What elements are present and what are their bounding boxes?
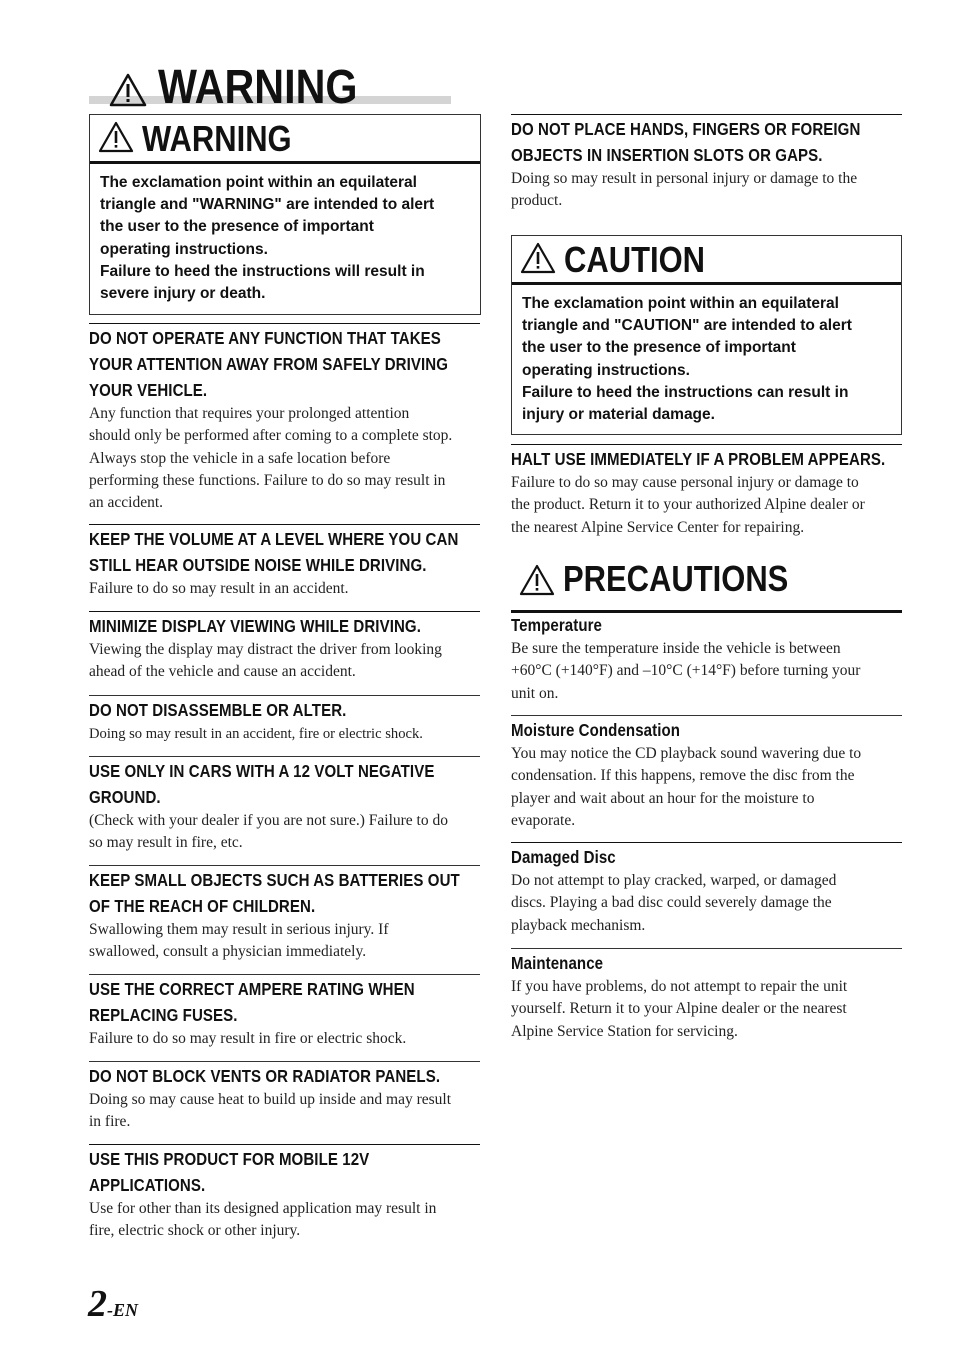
section-body: Failure to do so may result in fire or electric shock. [89,1030,407,1047]
section-vents [89,1061,480,1134]
page-number [88,1282,138,1326]
section-body: (Check with your dealer if you are not sure.) Failure to do so may result in fire, etc. [89,812,448,852]
section-body: Use for other than its designed application may result in fire, electric shock or other injury. [89,1200,437,1240]
section-heading: USE THE CORRECT AMPERE RATING WHEN REPLACING FUSES. [89,979,415,1025]
section-body: Doing so may result in personal injury or damage to the product. [511,170,858,210]
section-heading: HALT USE IMMEDIATELY IF A PROBLEM APPEARS. [511,449,886,469]
precaution-moisture [511,715,902,832]
precaution-heading: Temperature [511,615,602,635]
section-heading: DO NOT DISASSEMBLE OR ALTER. [89,700,347,720]
section-heading: MINIMIZE DISPLAY VIEWING WHILE DRIVING. [89,616,421,636]
section-heading: DO NOT BLOCK VENTS OR RADIATOR PANELS. [89,1066,441,1086]
caution-box-title: CAUTION [564,239,706,280]
section-body: Failure to do so may result in an accident. [89,580,349,597]
section-heading: DO NOT PLACE HANDS, FINGERS OR FOREIGN OBJECTS IN INSERTION SLOTS OR GAPS. [511,119,861,165]
precaution-heading: Maintenance [511,953,604,973]
caution-box [511,235,902,435]
precaution-heading: Moisture Condensation [511,720,681,740]
section-fuses [89,974,480,1050]
section-heading: KEEP SMALL OBJECTS SUCH AS BATTERIES OUT OF THE REACH OF CHILDREN. [89,870,460,916]
text-line: the user to the presence of important [522,339,796,357]
text-line: operating instructions. [100,240,268,258]
caution-box-text [512,285,901,426]
warning-box [89,114,481,315]
section-body: Doing so may result in an accident, fire or electric shock. [89,726,423,742]
section-body: Failure to do so may cause personal injury or damage to the product. Return it to your authorized Alpine dealer or the nearest Alpine Service Center for repairing. [511,474,865,536]
section-display-viewing [89,611,480,684]
precaution-body: If you have problems, do not attempt to repair the unit yourself. Return it to your Alpine dealer or the nearest Alpine Service Station for servicing. [511,978,848,1040]
section-mobile-12v [89,1144,480,1243]
text-line: injury or material damage. [522,406,715,424]
precaution-maintenance [511,948,902,1043]
text-line: the user to the presence of important [100,218,374,236]
precaution-body: Do not attempt to play cracked, warped, or damaged discs. Playing a bad disc could severely damage the playback mechanism. [511,872,837,934]
text-line: Failure to heed the instructions will result in [100,262,425,280]
section-volume [89,524,480,600]
text-line: triangle and "WARNING" are intended to alert [100,196,435,214]
precaution-heading: Damaged Disc [511,847,616,867]
warning-box-text [90,164,480,305]
precaution-body: Be sure the temperature inside the vehicle is between +60°C (+140°F) and –10°C (+14°F) before turning your unit on. [511,640,861,702]
text-line: triangle and "CAUTION" are intended to alert [522,317,852,335]
section-driving-attention [89,323,480,514]
section-insertion-slots [511,114,902,213]
warning-box-title: WARNING [142,118,292,159]
warning-triangle-icon [108,72,148,108]
precautions-title: PRECAUTIONS [563,558,789,599]
section-12v-ground [89,756,480,855]
text-line: operating instructions. [522,361,690,379]
section-disassemble [89,695,480,745]
text-line: severe injury or death. [100,285,266,303]
section-body: Swallowing them may result in serious injury. If swallowed, consult a physician immediately. [89,921,389,961]
text-line: The exclamation point within an equilateral [522,295,839,312]
page-number-suffix: -EN [107,1300,138,1320]
section-body: Any function that requires your prolonged attention should only be performed after coming to a complete stop. Always stop the vehicle in a safe location before performing these functions. Failure to do so may result in an accident. [89,405,453,512]
page-number-digit: 2 [88,1283,107,1325]
section-heading: DO NOT OPERATE ANY FUNCTION THAT TAKES YOUR ATTENTION AWAY FROM SAFELY DRIVING YOUR VEHICLE. [89,328,449,400]
precaution-body: You may notice the CD playback sound wavering due to condensation. If this happens, remove the disc from the player and wait about an hour for the moisture to evaporate. [511,745,862,829]
section-heading: KEEP THE VOLUME AT A LEVEL WHERE YOU CAN STILL HEAR OUTSIDE NOISE WHILE DRIVING. [89,529,459,575]
precaution-temperature [511,611,902,705]
section-small-objects [89,865,480,964]
text-line: The exclamation point within an equilateral [100,174,417,191]
section-body: Viewing the display may distract the driver from looking ahead of the vehicle and cause an accident. [89,641,442,681]
section-body: Doing so may cause heat to build up inside and may result in fire. [89,1091,452,1131]
section-halt-use [511,444,902,539]
text-line: Failure to heed the instructions can result in [522,383,849,401]
section-heading: USE ONLY IN CARS WITH A 12 VOLT NEGATIVE GROUND. [89,761,435,807]
warning-triangle-icon [98,121,134,153]
precaution-damaged-disc [511,842,902,937]
section-heading: USE THIS PRODUCT FOR MOBILE 12V APPLICATIONS. [89,1149,370,1195]
precautions-triangle-icon [519,564,555,596]
caution-triangle-icon [520,242,556,274]
precautions-header [511,556,902,613]
page-title: WARNING [158,61,358,114]
